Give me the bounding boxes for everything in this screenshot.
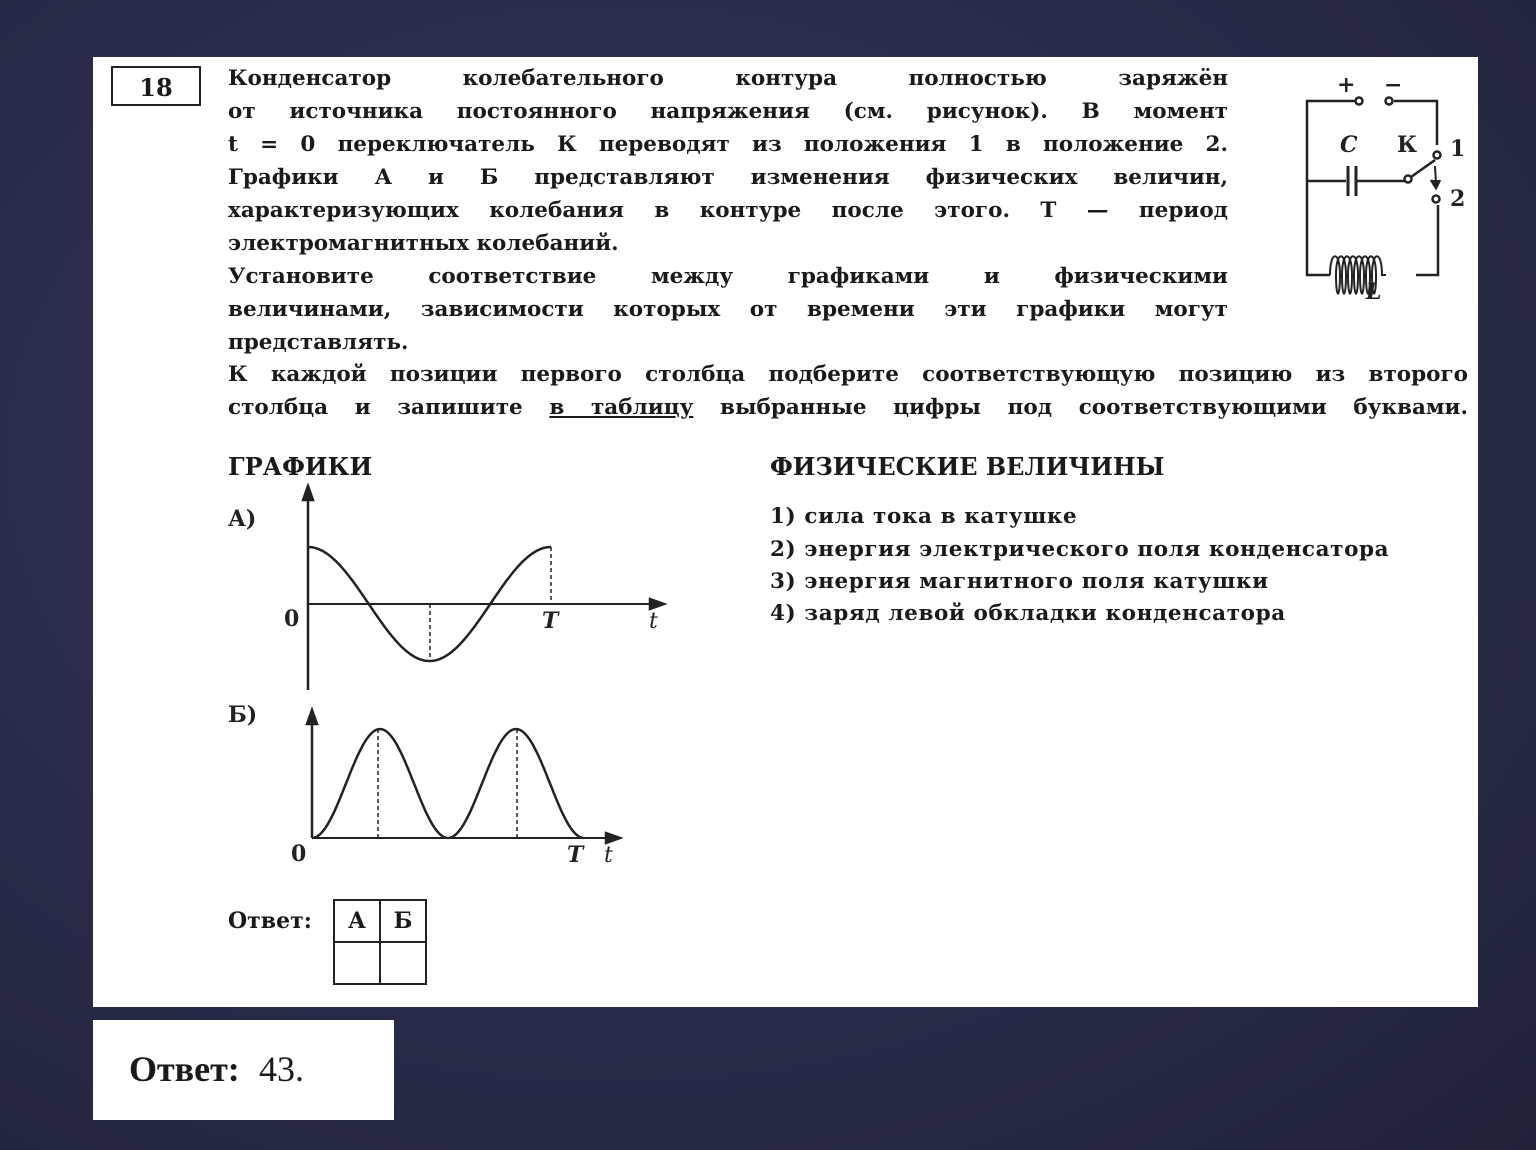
- problem-line: электромагнитных колебаний.: [228, 231, 619, 256]
- final-answer-value: 43.: [259, 1049, 304, 1089]
- graph-b-origin: 0: [291, 841, 307, 867]
- graph-a-axis-label: t: [649, 609, 658, 634]
- answer-header-b: Б: [380, 900, 426, 942]
- answer-table-label: Ответ:: [228, 908, 312, 934]
- minus-label: −: [1384, 72, 1403, 98]
- graph-a-period: T: [542, 608, 559, 634]
- switch-label: К: [1397, 132, 1418, 158]
- quantity-option: 3) энергия магнитного поля катушки: [770, 569, 1269, 594]
- inductor-label: L: [1366, 279, 1382, 305]
- table-link: в таблицу: [549, 395, 694, 420]
- answer-cell-b[interactable]: [380, 942, 426, 984]
- text: выбранные цифры под соответствующими буквами.: [693, 395, 1468, 420]
- final-answer-label: Ответ:: [129, 1049, 240, 1089]
- graph-b-curve: [312, 729, 584, 838]
- position-1-label: 1: [1450, 136, 1466, 162]
- problem-line: Установите соответствие между графиками и физическими: [228, 264, 1228, 289]
- quantity-option: 4) заряд левой обкладки конденсатора: [770, 601, 1286, 626]
- graph-a-origin: 0: [284, 606, 300, 632]
- answer-cell-a[interactable]: [334, 942, 380, 984]
- circuit-diagram: [1307, 98, 1441, 294]
- quantity-option: 1) сила тока в катушке: [770, 504, 1078, 529]
- text: столбца и запишите: [228, 395, 550, 420]
- y-axis-arrow: [307, 710, 317, 724]
- quantity-option: 2) энергия электрического поля конденсатора: [770, 537, 1390, 562]
- problem-line: Конденсатор колебательного контура полностью заряжён: [228, 66, 1228, 91]
- x-axis-arrow: [606, 833, 620, 843]
- graph-b-axis-label: t: [604, 843, 613, 868]
- graph-a-label: А): [228, 506, 257, 532]
- x-axis-arrow: [650, 599, 664, 609]
- final-answer-box: [93, 1020, 394, 1120]
- capacitor-label: C: [1340, 132, 1358, 158]
- problem-line: величинами, зависимости которых от времени эти графики могут: [228, 297, 1228, 322]
- quantities-heading: ФИЗИЧЕСКИЕ ВЕЛИЧИНЫ: [770, 452, 1165, 481]
- task-number: 18: [111, 66, 201, 106]
- y-axis-arrow: [303, 486, 313, 500]
- graph-b-label: Б): [228, 702, 258, 728]
- graph-b: [307, 710, 620, 843]
- graphs-heading: ГРАФИКИ: [228, 452, 373, 481]
- graph-a: [303, 486, 664, 690]
- problem-line: К каждой позиции первого столбца подберите соответствующую позицию из второго: [228, 362, 1468, 387]
- plus-label: +: [1337, 72, 1356, 98]
- problem-line: t = 0 переключатель К переводят из положения 1 в положение 2.: [228, 132, 1228, 157]
- problem-line: характеризующих колебания в контуре после этого. T — период: [228, 198, 1228, 223]
- problem-line: Графики А и Б представляют изменения физических величин,: [228, 165, 1228, 190]
- position-2-label: 2: [1450, 186, 1466, 212]
- problem-line: представлять.: [228, 330, 409, 355]
- answer-header-a: А: [334, 900, 380, 942]
- answer-table: [333, 899, 427, 985]
- problem-line: от источника постоянного напряжения (см. рисунок). В момент: [228, 99, 1228, 124]
- graph-b-period: T: [567, 842, 584, 868]
